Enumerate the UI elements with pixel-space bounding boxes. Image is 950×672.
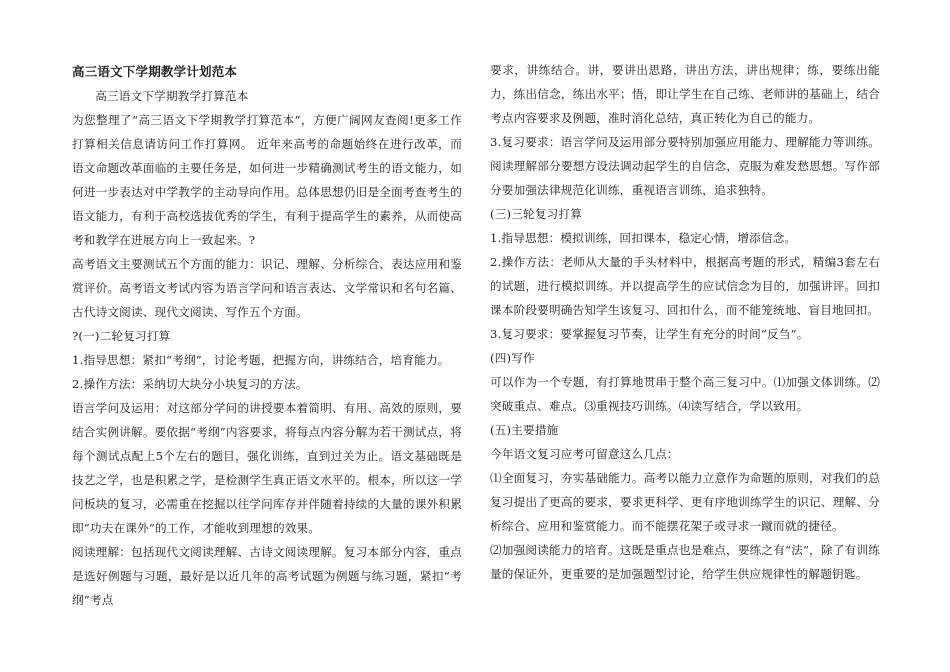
right-paragraph: 1.指导思想：模拟训练，回扣课本，稳定心情，增添信念。 [490,231,797,245]
right-paragraph: 要求，讲练结合。讲，要讲出思路，讲出方法，讲出规律；练，要练出能力，练出信念，练出水平；悟，即让学生在自己练、老师讲的基础上，结合考点内容要求及例题，准时消化总结，真正转化为自己的能力。 [490,63,880,125]
right-column [490,58,880,586]
left-paragraph: 1.指导思想：紧扣“考纲”，讨论考题，把握方向，讲练结合，培育能力。 [72,353,450,367]
right-paragraph: 2.操作方法：老师从大量的手头材料中，根据高考题的形式，精编3套左右的试题，进行模拟训练。并以提高学生的应试信念为目的，加强讲评。回扣课本阶段要明确告知学生该复习、回扣什么，而不能笼统地、盲目地回扣。 [490,255,880,317]
left-paragraph: 高考语文主要测试五个方面的能力：识记、理解、分析综合、表达应用和鉴赏评价。高考语文考试内容为语言学问和语言表达、文学常识和名句名篇、古代诗文阅读、现代文阅读、写作五个方面。 [72,257,462,319]
right-paragraph: (五)主要措施 [490,423,559,437]
right-paragraph: ⑵加强阅读能力的培育。这既是重点也是难点，要练之有“法”，除了有训练量的保证外，更重要的是加强题型讨论，给学生供应规律性的解题钥匙。 [490,543,880,581]
left-paragraph: 阅读理解：包括现代文阅读理解、古诗文阅读理解。复习本部分内容，重点是选好例题与习题，最好是以近几年的高考试题为例题与练习题，紧扣“考纲”考点 [72,545,462,607]
document-title: 高三语文下学期教学计划范本 [72,64,238,79]
left-paragraph: 为您整理了“高三语文下学期教学打算范本”，方便广阔网友查阅!更多工作打算相关信息请访问工作打算网。 近年来高考的命题始终在进行改革，而语文命题改革面临的主要任务是，如何进一步精确测试考生的语文能力，如何进一步表达对中学教学的主动导向作用。总体思想仍旧是全面考查考生的语文能力，有利于高校选拔优秀的学生，有利于提高学生的素养，从而使高考和教学在进展方向上一致起来。? [72,113,462,247]
right-paragraph: 3.复习要求：语言学问及运用部分要特别加强应用能力、理解能力等训练。阅读理解部分要想方设法调动起学生的自信念，克服为难发愁思想。写作部分要加强法律规范化训练，重视语言训练，追求独特。 [490,135,880,197]
left-paragraph: 高三语文下学期教学打算范本 [95,89,249,103]
right-paragraph: ⑴全面复习，夯实基础能力。高考以能力立意作为命题的原则，对我们的总复习提出了更高的要求，要求更科学、更有序地训练学生的识记、理解、分析综合、应用和鉴赏能力。而不能摆花架子或寻求一蹴而就的捷径。 [490,471,880,533]
right-paragraph: (四)写作 [490,351,535,365]
left-column [72,58,462,612]
right-paragraph: 可以作为一个专题，有打算地贯串于整个高三复习中。⑴加强文体训练。⑵突破重点、难点。⑶重视技巧训练。⑷读写结合，学以致用。 [490,375,880,413]
left-paragraph: 2.操作方法：采纳切大块分小块复习的方法。 [72,377,308,391]
right-paragraph: 今年语文复习应考可留意这么几点： [490,447,679,461]
right-paragraph: 3.复习要求：要掌握复习节奏，让学生有充分的时间“反刍”。 [490,327,809,341]
left-paragraph: ?(一)二轮复习打算 [72,329,171,343]
left-paragraph: 语言学问及运用：对这部分学问的讲授要本着简明、有用、高效的原则，要结合实例讲解。要依据“考纲”内容要求，将每点内容分解为若干测试点，将每个测试点配上5个左右的题目，强化训练，直到过关为止。语文基础既是技艺之学，也是积累之学，是检测学生真正语文水平的。根本，所以这一学问板块的复习，必需重在挖掘以往学问库存并伴随着持续的大量的课外积累即“功夫在课外”的工作，才能收到理想的效果。 [72,401,462,535]
right-paragraph: (三)三轮复习打算 [490,207,583,221]
